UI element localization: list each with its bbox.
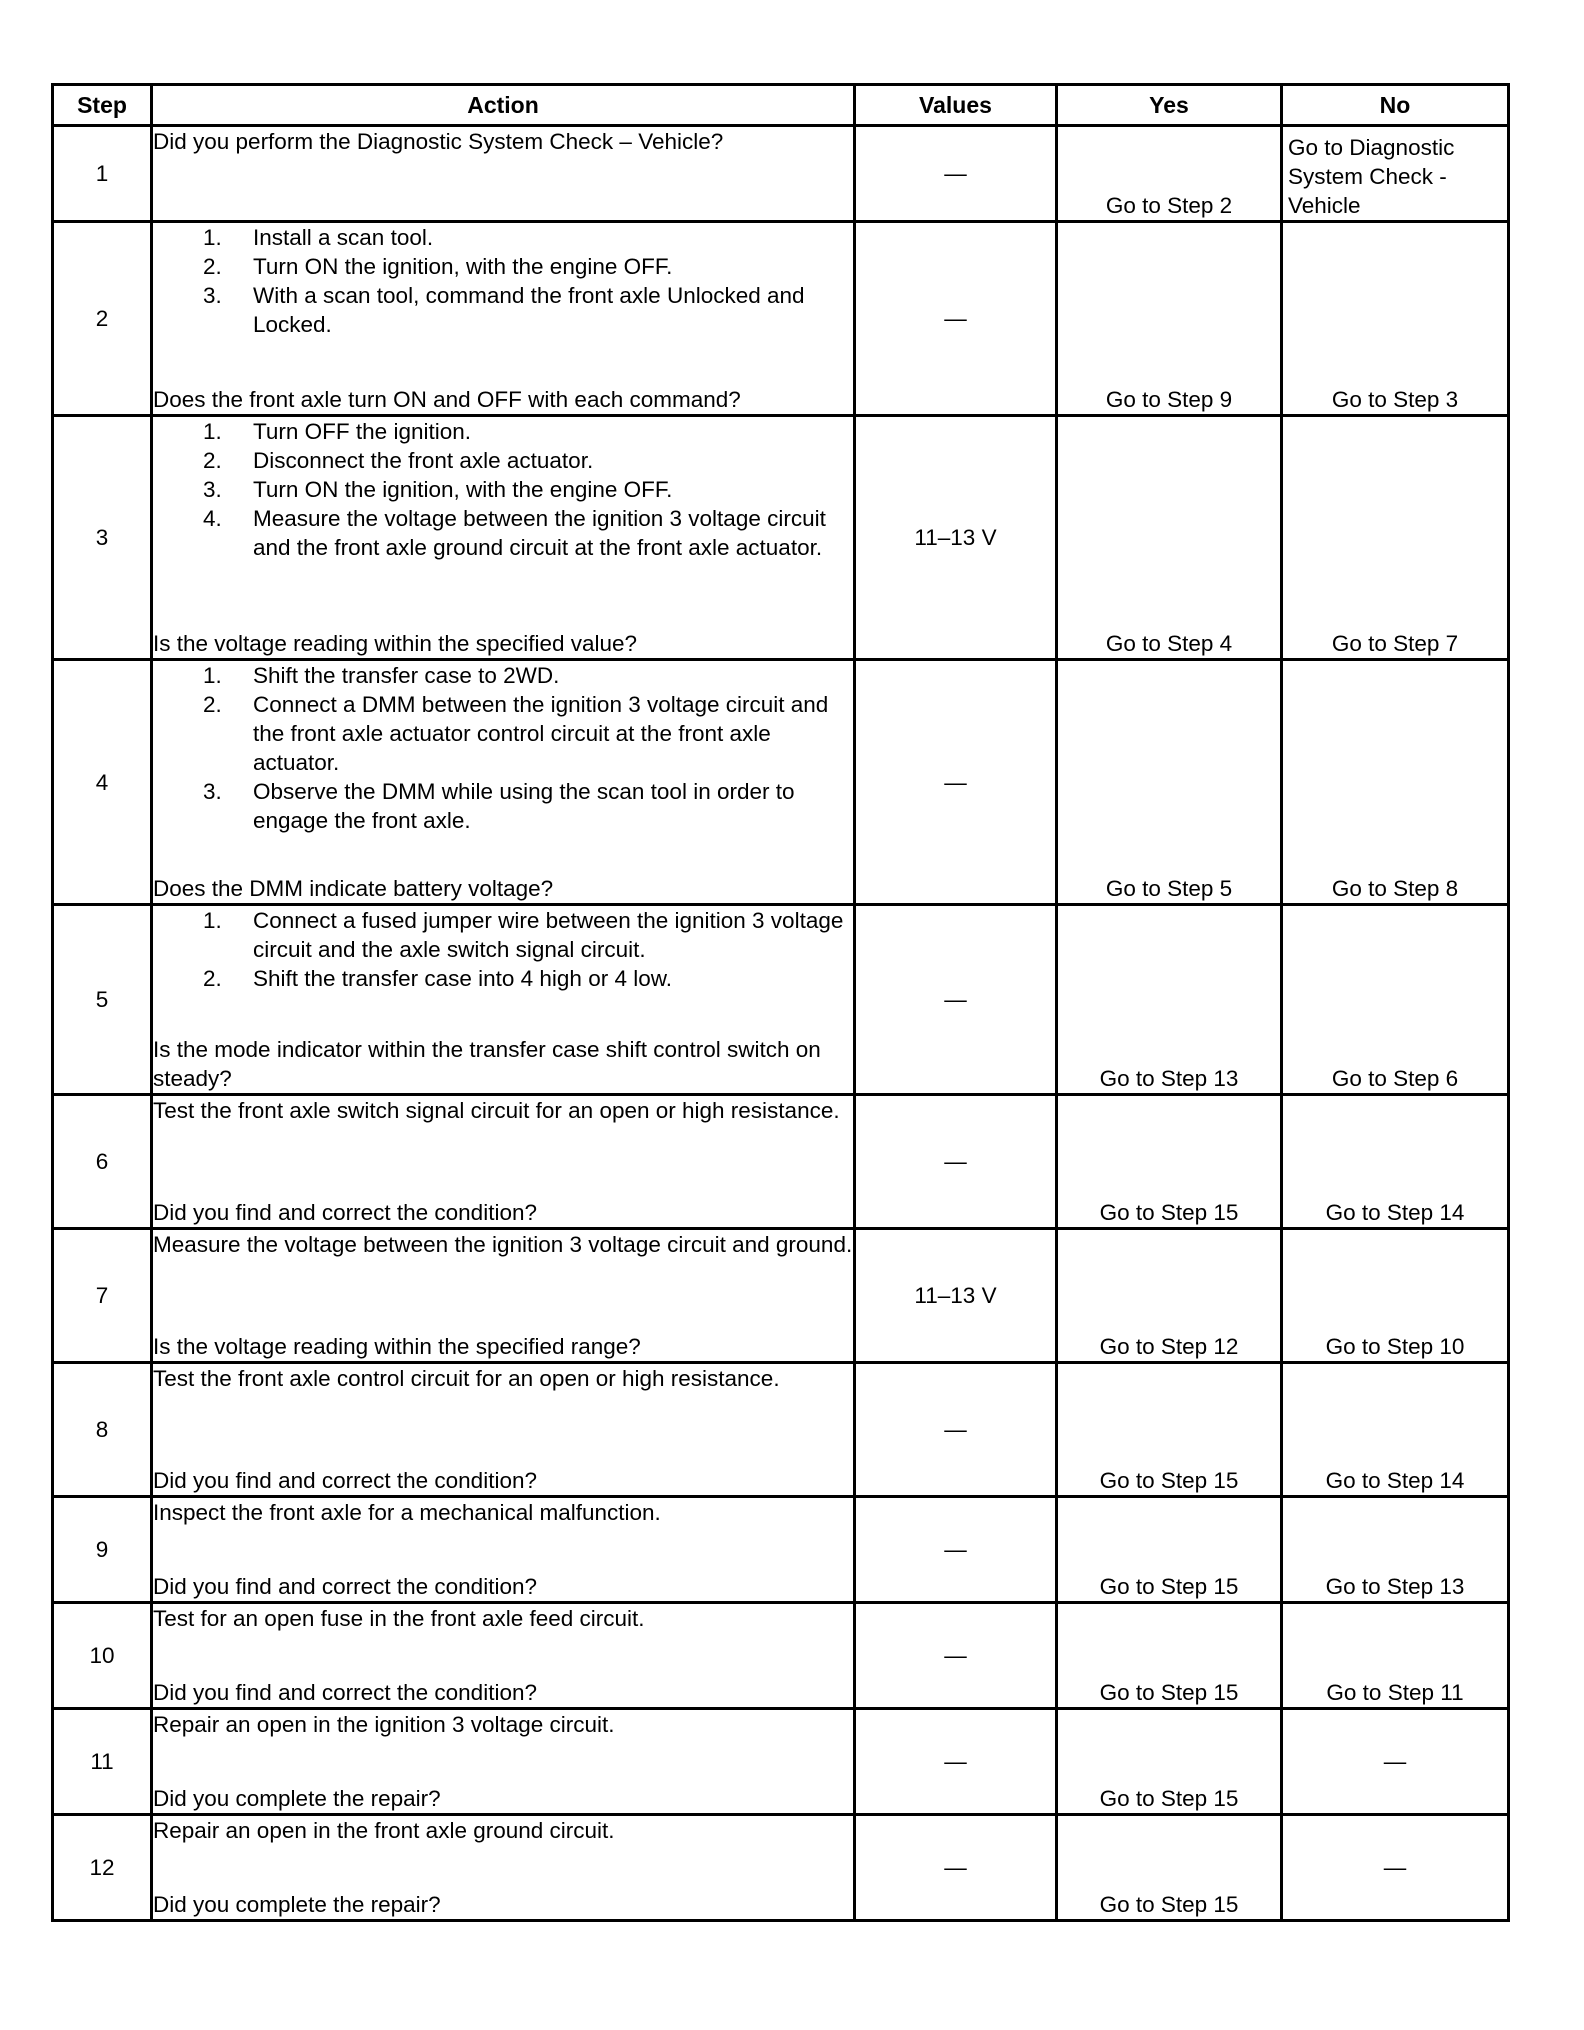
value-cell: 11–13 V [855, 1229, 1057, 1363]
instruction-item [203, 281, 853, 339]
diagnostic-table [51, 83, 1510, 1922]
step-number: 4 [53, 660, 152, 905]
instruction-number: 1. [203, 908, 222, 933]
action-question: Did you find and correct the condition? [153, 1574, 537, 1599]
action-question: Is the voltage reading within the specified range? [153, 1334, 641, 1359]
step-number: 3 [53, 416, 152, 660]
action-text: Measure the voltage between the ignition 3 voltage circuit and ground. [153, 1232, 853, 1257]
no-text: Go to Step 10 [1325, 1334, 1465, 1359]
no-text: Go to Diagnostic System Check - Vehicle [1288, 135, 1455, 218]
value-cell: — [855, 1363, 1057, 1497]
value-cell: — [855, 1709, 1057, 1815]
action-text: Inspect the front axle for a mechanical malfunction. [153, 1500, 661, 1525]
instruction-number: 3. [203, 283, 222, 308]
action-cell [152, 1815, 855, 1921]
action-question: Did you find and correct the condition? [153, 1200, 537, 1225]
instruction-number: 4. [203, 506, 222, 531]
instruction-text: Turn ON the ignition, with the engine OFF. [253, 254, 673, 279]
yes-cell: Go to Step 9 [1057, 222, 1282, 416]
action-cell [152, 905, 855, 1095]
table-row [53, 1229, 1509, 1363]
instruction-item [203, 964, 853, 993]
instruction-text: Measure the voltage between the ignition 3 voltage circuit and the front axle ground circuit at the front axle actuator. [253, 506, 826, 560]
value-cell: 11–13 V [855, 416, 1057, 660]
yes-cell: Go to Step 4 [1057, 416, 1282, 660]
header-action: Action [152, 85, 855, 126]
instruction-number: 1. [203, 225, 222, 250]
instruction-text: Disconnect the front axle actuator. [253, 448, 594, 473]
action-text: Repair an open in the ignition 3 voltage circuit. [153, 1712, 615, 1737]
instruction-list [153, 906, 853, 993]
instruction-list [153, 417, 853, 562]
yes-cell: Go to Step 15 [1057, 1363, 1282, 1497]
instruction-text: Install a scan tool. [253, 225, 434, 250]
instruction-list [153, 223, 853, 339]
table-row [53, 126, 1509, 222]
action-content [153, 1710, 853, 1813]
instruction-item [203, 252, 853, 281]
value-cell: — [855, 1815, 1057, 1921]
step-number: 8 [53, 1363, 152, 1497]
action-cell [152, 222, 855, 416]
instruction-item [203, 417, 853, 446]
table-row [53, 222, 1509, 416]
action-question: Does the front axle turn ON and OFF with each command? [153, 387, 741, 412]
no-cell [1282, 1095, 1509, 1229]
instruction-number: 2. [203, 254, 222, 279]
action-cell [152, 1603, 855, 1709]
action-instructions [153, 1230, 853, 1259]
action-text: Did you perform the Diagnostic System Check – Vehicle? [153, 129, 724, 154]
action-instructions [153, 417, 853, 562]
instruction-text: Shift the transfer case to 2WD. [253, 663, 560, 688]
instruction-number: 2. [203, 966, 222, 991]
yes-cell: Go to Step 15 [1057, 1815, 1282, 1921]
instruction-item [203, 446, 853, 475]
action-content [153, 1498, 853, 1601]
action-question: Does the DMM indicate battery voltage? [153, 876, 554, 901]
instruction-text: Shift the transfer case into 4 high or 4 low. [253, 966, 672, 991]
no-cell [1282, 1229, 1509, 1363]
no-text: Go to Step 8 [1331, 876, 1459, 901]
no-text: Go to Step 6 [1331, 1066, 1459, 1091]
action-text: Test the front axle switch signal circuit for an open or high resistance. [153, 1098, 840, 1123]
action-cell [152, 1709, 855, 1815]
yes-cell: Go to Step 12 [1057, 1229, 1282, 1363]
step-number: 5 [53, 905, 152, 1095]
no-text: Go to Step 14 [1325, 1200, 1465, 1225]
instruction-number: 1. [203, 663, 222, 688]
action-content [153, 223, 853, 414]
no-text: — [1383, 1749, 1407, 1774]
instruction-text: Turn ON the ignition, with the engine OFF. [253, 477, 673, 502]
action-content [153, 417, 853, 658]
value-cell: — [855, 905, 1057, 1095]
instruction-item [203, 661, 853, 690]
action-question: Did you complete the repair? [153, 1786, 441, 1811]
action-instructions [153, 1498, 853, 1527]
action-instructions [153, 127, 853, 156]
yes-cell: Go to Step 15 [1057, 1709, 1282, 1815]
instruction-number: 2. [203, 692, 222, 717]
instruction-number: 2. [203, 448, 222, 473]
instruction-text: Turn OFF the ignition. [253, 419, 472, 444]
no-text: Go to Step 13 [1325, 1574, 1465, 1599]
action-instructions [153, 223, 853, 339]
action-text: Test for an open fuse in the front axle feed circuit. [153, 1606, 645, 1631]
yes-cell: Go to Step 15 [1057, 1095, 1282, 1229]
step-number: 6 [53, 1095, 152, 1229]
action-cell [152, 1229, 855, 1363]
no-cell [1282, 660, 1509, 905]
instruction-text: Connect a fused jumper wire between the ignition 3 voltage circuit and the axle switch signal circuit. [253, 908, 844, 962]
instruction-item [203, 690, 853, 777]
action-text: Repair an open in the front axle ground circuit. [153, 1818, 615, 1843]
action-question: Did you find and correct the condition? [153, 1468, 537, 1493]
step-number: 11 [53, 1709, 152, 1815]
instruction-item [203, 475, 853, 504]
action-instructions [153, 661, 853, 835]
no-cell [1282, 1497, 1509, 1603]
table-row [53, 1363, 1509, 1497]
table-row [53, 1497, 1509, 1603]
action-text: Test the front axle control circuit for an open or high resistance. [153, 1366, 780, 1391]
action-cell [152, 1095, 855, 1229]
no-text: Go to Step 11 [1326, 1680, 1464, 1705]
instruction-item [203, 777, 853, 835]
table-row [53, 1603, 1509, 1709]
action-cell [152, 1363, 855, 1497]
action-content [153, 906, 853, 1093]
header-step: Step [53, 85, 152, 126]
action-instructions [153, 1710, 853, 1739]
action-cell [152, 416, 855, 660]
instruction-text: Connect a DMM between the ignition 3 voltage circuit and the front axle actuator control circuit at the front axle actuator. [253, 692, 829, 775]
instruction-number: 3. [203, 477, 222, 502]
action-content [153, 1230, 853, 1361]
action-cell [152, 660, 855, 905]
instruction-item [203, 504, 853, 562]
header-values: Values [855, 85, 1057, 126]
no-text: Go to Step 14 [1325, 1468, 1465, 1493]
instruction-list [153, 661, 853, 835]
action-question: Did you complete the repair? [153, 1892, 441, 1917]
no-cell [1282, 905, 1509, 1095]
instruction-number: 3. [203, 779, 222, 804]
step-number: 1 [53, 126, 152, 222]
step-number: 9 [53, 1497, 152, 1603]
action-question: Is the voltage reading within the specified value? [153, 631, 638, 656]
no-cell [1282, 1363, 1509, 1497]
value-cell: — [855, 660, 1057, 905]
instruction-item [203, 223, 853, 252]
step-number: 2 [53, 222, 152, 416]
table-row [53, 1709, 1509, 1815]
action-cell [152, 126, 855, 222]
table-row [53, 905, 1509, 1095]
action-content [153, 1816, 853, 1919]
action-question: Is the mode indicator within the transfer case shift control switch on steady? [153, 1037, 821, 1091]
no-text: — [1383, 1855, 1407, 1880]
yes-cell: Go to Step 2 [1057, 126, 1282, 222]
action-instructions [153, 906, 853, 993]
table-row [53, 416, 1509, 660]
header-row [53, 85, 1509, 126]
value-cell: — [855, 1095, 1057, 1229]
action-content [153, 1364, 853, 1495]
yes-cell: Go to Step 5 [1057, 660, 1282, 905]
action-instructions [153, 1816, 853, 1845]
yes-cell: Go to Step 13 [1057, 905, 1282, 1095]
table-row [53, 1815, 1509, 1921]
instruction-text: With a scan tool, command the front axle Unlocked and Locked. [253, 283, 805, 337]
no-cell [1282, 1603, 1509, 1709]
value-cell: — [855, 126, 1057, 222]
action-question: Did you find and correct the condition? [153, 1680, 537, 1705]
instruction-item [203, 906, 853, 964]
action-content [153, 127, 853, 220]
no-cell [1282, 1709, 1509, 1815]
action-content [153, 661, 853, 903]
header-no: No [1282, 85, 1509, 126]
yes-cell: Go to Step 15 [1057, 1497, 1282, 1603]
header-yes: Yes [1057, 85, 1282, 126]
table-row [53, 1095, 1509, 1229]
no-cell [1282, 222, 1509, 416]
action-content [153, 1604, 853, 1707]
action-instructions [153, 1364, 853, 1393]
action-instructions [153, 1096, 853, 1125]
no-cell [1282, 126, 1509, 222]
step-number: 12 [53, 1815, 152, 1921]
table-row [53, 660, 1509, 905]
no-text: Go to Step 3 [1331, 387, 1459, 412]
value-cell: — [855, 1497, 1057, 1603]
value-cell: — [855, 222, 1057, 416]
action-instructions [153, 1604, 853, 1633]
action-cell [152, 1497, 855, 1603]
yes-cell: Go to Step 15 [1057, 1603, 1282, 1709]
step-number: 7 [53, 1229, 152, 1363]
no-cell [1282, 416, 1509, 660]
no-text: Go to Step 7 [1331, 631, 1459, 656]
value-cell: — [855, 1603, 1057, 1709]
step-number: 10 [53, 1603, 152, 1709]
instruction-number: 1. [203, 419, 222, 444]
instruction-text: Observe the DMM while using the scan tool in order to engage the front axle. [253, 779, 795, 833]
no-cell [1282, 1815, 1509, 1921]
action-content [153, 1096, 853, 1227]
